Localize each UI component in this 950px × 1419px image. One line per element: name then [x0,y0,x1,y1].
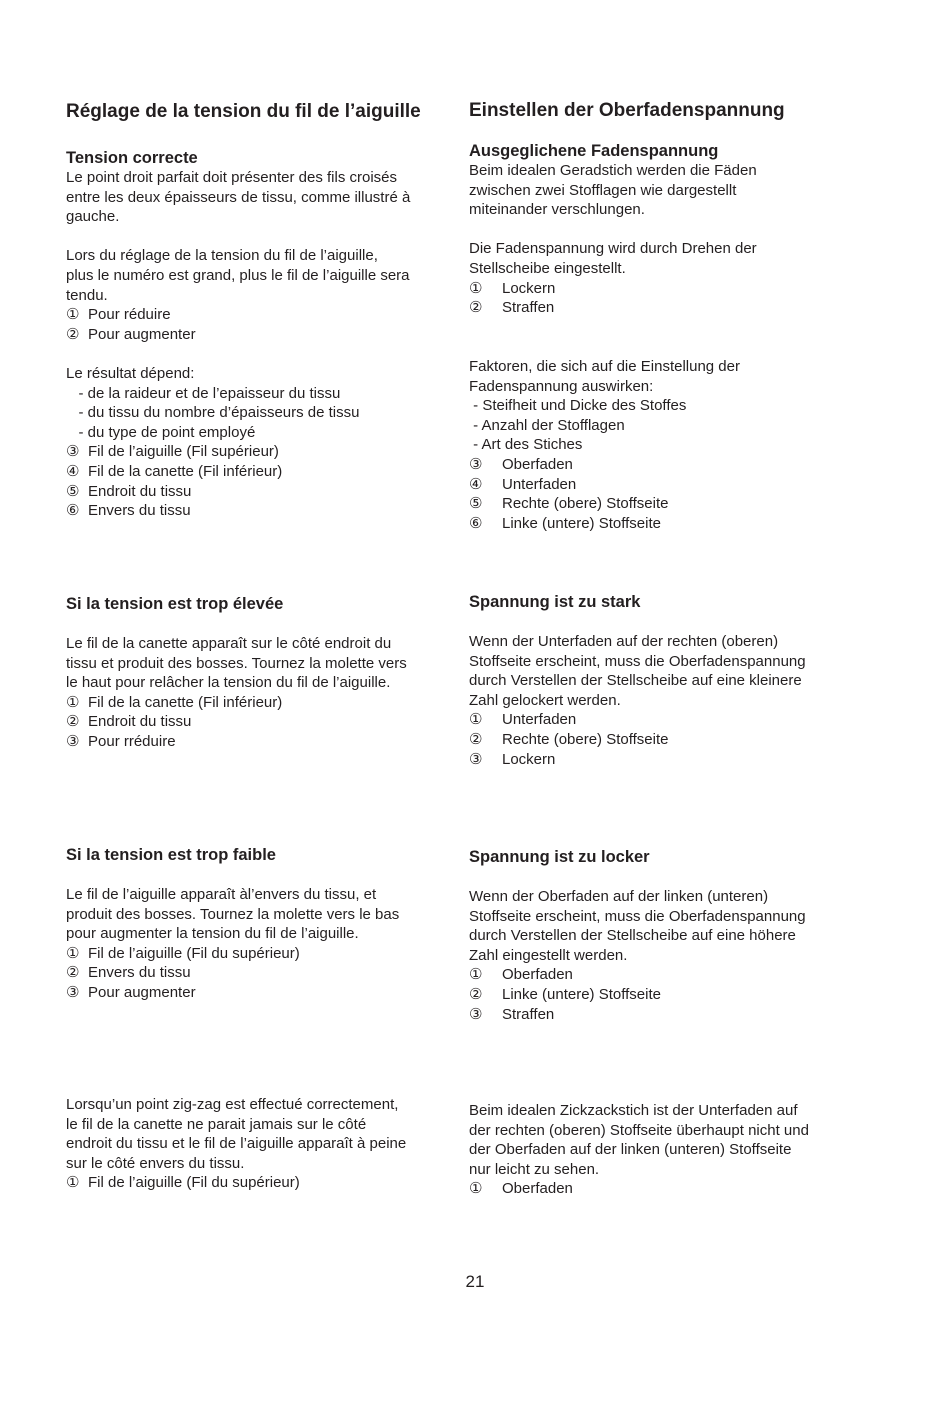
legend-item [66,963,451,983]
fr-s1-paragraph1 [66,168,451,227]
de-heading-tension-too-loose: Spannung ist zu locker [469,848,650,866]
legend-item [469,494,854,514]
text-line: - du type de point employé [66,423,256,441]
text-line: le haut pour relâcher la tension du fil de l’aiguille. [66,674,391,692]
de-s1-list-b [469,455,854,533]
text-line: Zahl eingestellt werden. [469,946,628,964]
legend-number: ⑤ [66,482,80,500]
legend-item [469,298,854,318]
legend-label: Fil de la canette (Fil inférieur) [88,693,283,711]
legend-item [66,1173,451,1193]
de-s3-list [469,965,854,1024]
text-line: der Oberfaden auf der linken (unteren) Stoffseite [469,1141,792,1159]
text-line: Stoffseite erscheint, muss die Oberfadenspannung [469,907,806,925]
legend-label: Envers du tissu [88,964,191,982]
legend-number: ① [66,306,80,324]
legend-item [469,1179,854,1199]
de-s4-list [469,1179,854,1199]
legend-number: ① [66,944,80,962]
legend-number: ③ [66,443,80,461]
legend-number: ⑥ [469,514,483,532]
legend-number: ④ [469,475,483,493]
fr-heading-correct-tension: Tension correcte [66,149,198,167]
text-line: - Steifheit und Dicke des Stoffes [469,397,687,415]
de-s2-list [469,710,854,769]
text-line: der rechten (oberen) Stoffseite überhaupt nicht und [469,1121,809,1139]
legend-label: Linke (untere) Stoffseite [502,514,661,532]
text-line: pour augmenter la tension du fil de l’aiguille. [66,925,359,943]
fr-section-tension-too-high [66,594,451,752]
de-section-balanced-tension [469,141,854,533]
de-s1-list-a [469,279,854,318]
text-line: - du tissu du nombre d’épaisseurs de tissu [66,404,360,422]
text-line: Beim idealen Zickzackstich ist der Unterfaden auf [469,1102,798,1119]
legend-item [66,732,451,752]
text-line: tissu et produit des bosses. Tournez la molette vers [66,654,407,672]
fr-s3-paragraph [66,885,451,944]
legend-number: ② [66,964,80,982]
text-line: Stellscheibe eingestellt. [469,259,626,277]
text-line: - Anzahl der Stofflagen [469,416,625,434]
legend-item [469,475,854,495]
text-line: zwischen zwei Stofflagen wie dargestellt [469,181,737,199]
de-page-title: Einstellen der Oberfadenspannung [469,100,785,121]
legend-number: ① [469,966,483,984]
legend-item [469,750,854,770]
fr-section-zigzag [66,1095,451,1193]
text-line: durch Verstellen der Stellscheibe auf eine höhere [469,927,796,945]
legend-number: ① [66,1174,80,1192]
text-line: Wenn der Unterfaden auf der rechten (oberen) [469,633,779,650]
text-line: Le point droit parfait doit présenter des fils croisés [66,169,398,186]
legend-number: ③ [469,1005,483,1023]
fr-s2-list [66,693,451,752]
legend-number: ③ [66,983,80,1001]
fr-title-block [66,100,451,124]
fr-s1-paragraph2 [66,246,451,305]
legend-label: Lockern [502,279,556,297]
text-line: nur leicht zu sehen. [469,1160,600,1178]
fr-s4-paragraph [66,1095,451,1173]
text-line: - de la raideur et de l’epaisseur du tissu [66,384,341,402]
legend-item [469,985,854,1005]
text-line: le fil de la canette ne parait jamais sur le côté [66,1115,367,1133]
fr-section-tension-too-low [66,845,451,1003]
legend-item [469,514,854,534]
legend-label: Pour rréduire [88,732,176,750]
text-line: Faktoren, die sich auf die Einstellung der [469,357,740,375]
text-line: Beim idealen Geradstich werden die Fäden [469,162,757,179]
legend-item [66,442,451,462]
de-section-tension-too-strong [469,592,854,769]
fr-heading-tension-too-low: Si la tension est trop faible [66,846,276,864]
legend-number: ③ [469,750,483,768]
text-line: Fadenspannung auswirken: [469,377,654,395]
de-heading-tension-too-strong: Spannung ist zu stark [469,593,641,611]
legend-number: ① [66,693,80,711]
legend-item [469,710,854,730]
legend-item [469,455,854,475]
legend-label: Oberfaden [502,1180,573,1198]
legend-label: Endroit du tissu [88,713,192,731]
legend-item [469,1005,854,1025]
text-line: sur le côté envers du tissu. [66,1154,245,1172]
legend-label: Unterfaden [502,711,577,729]
text-line: gauche. [66,208,120,226]
legend-item [66,462,451,482]
legend-label: Straffen [502,1005,555,1023]
legend-item [66,501,451,521]
legend-label: Rechte (obere) Stoffseite [502,495,669,513]
legend-number: ② [469,730,483,748]
legend-item [66,482,451,502]
fr-heading-tension-too-high: Si la tension est trop élevée [66,595,284,613]
de-s1-paragraph3 [469,357,854,455]
fr-s1-paragraph3 [66,364,451,442]
legend-number: ② [66,325,80,343]
text-line: Le résultat dépend: [66,364,195,382]
text-line: tendu. [66,286,108,304]
fr-s1-list-b [66,442,451,520]
legend-label: Pour réduire [88,306,171,324]
legend-number: ⑤ [469,495,483,513]
text-line: miteinander verschlungen. [469,201,645,219]
legend-label: Oberfaden [502,455,573,473]
text-line: plus le numéro est grand, plus le fil de l’aiguille sera [66,266,410,284]
legend-label: Fil de l’aiguille (Fil du supérieur) [88,944,300,962]
de-title-block [469,99,854,123]
legend-number: ④ [66,462,80,480]
de-s4-paragraph [469,1101,854,1179]
fr-section-correct-tension [66,148,451,521]
legend-number: ① [469,1180,483,1198]
fr-s1-list-a [66,305,451,344]
legend-label: Lockern [502,750,556,768]
de-s3-paragraph [469,887,854,965]
legend-number: ① [469,279,483,297]
legend-label: Fil de la canette (Fil inférieur) [88,462,283,480]
text-line: Zahl gelockert werden. [469,691,621,709]
legend-item [66,983,451,1003]
text-line: endroit du tissu et le fil de l’aiguille apparaît à peine [66,1135,407,1153]
legend-label: Pour augmenter [88,983,196,1001]
legend-number: ② [469,299,483,317]
legend-item [66,944,451,964]
de-section-tension-too-loose [469,847,854,1024]
text-line: - Art des Stiches [469,436,583,454]
legend-item [66,712,451,732]
fr-s4-list [66,1173,451,1193]
legend-item [469,279,854,299]
legend-number: ① [469,711,483,729]
legend-item [66,325,451,345]
legend-label: Envers du tissu [88,502,191,520]
fr-s3-list [66,944,451,1003]
legend-label: Oberfaden [502,966,573,984]
legend-item [66,305,451,325]
legend-item [469,730,854,750]
de-s1-paragraph1 [469,161,854,220]
legend-label: Pour augmenter [88,325,196,343]
legend-label: Fil de l’aiguille (Fil du supérieur) [88,1174,300,1192]
legend-label: Straffen [502,299,555,317]
de-section-zigzag [469,1101,854,1199]
page-number: 21 [465,1272,485,1291]
de-heading-balanced-tension: Ausgeglichene Fadenspannung [469,142,719,160]
legend-number: ② [469,985,483,1003]
legend-label: Linke (untere) Stoffseite [502,985,661,1003]
legend-number: ③ [469,455,483,473]
de-s1-paragraph2 [469,239,854,278]
fr-s2-paragraph [66,634,451,693]
legend-label: Unterfaden [502,475,577,493]
legend-label: Fil de l’aiguille (Fil supérieur) [88,443,279,461]
text-line: Lorsqu’un point zig-zag est effectué correctement, [66,1096,399,1113]
text-line: Le fil de l’aiguille apparaît àl’envers du tissu, et [66,886,377,903]
legend-number: ⑥ [66,502,80,520]
fr-page-title: Réglage de la tension du fil de l’aiguille [66,101,421,122]
legend-label: Endroit du tissu [88,482,192,500]
text-line: Stoffseite erscheint, muss die Oberfadenspannung [469,652,806,670]
legend-label: Rechte (obere) Stoffseite [502,730,669,748]
text-line: Lors du réglage de la tension du fil de l’aiguille, [66,247,378,265]
de-s2-paragraph [469,632,854,710]
text-line: Wenn der Oberfaden auf der linken (unteren) [469,888,769,905]
text-line: produit des bosses. Tournez la molette vers le bas [66,905,400,923]
text-line: Die Fadenspannung wird durch Drehen der [469,240,757,258]
legend-item [469,965,854,985]
legend-number: ③ [66,732,80,750]
legend-item [66,693,451,713]
text-line: Le fil de la canette apparaît sur le côté endroit du [66,635,392,652]
legend-number: ② [66,713,80,731]
text-line: durch Verstellen der Stellscheibe auf eine kleinere [469,672,802,690]
text-line: entre les deux épaisseurs de tissu, comme illustré à [66,188,411,206]
